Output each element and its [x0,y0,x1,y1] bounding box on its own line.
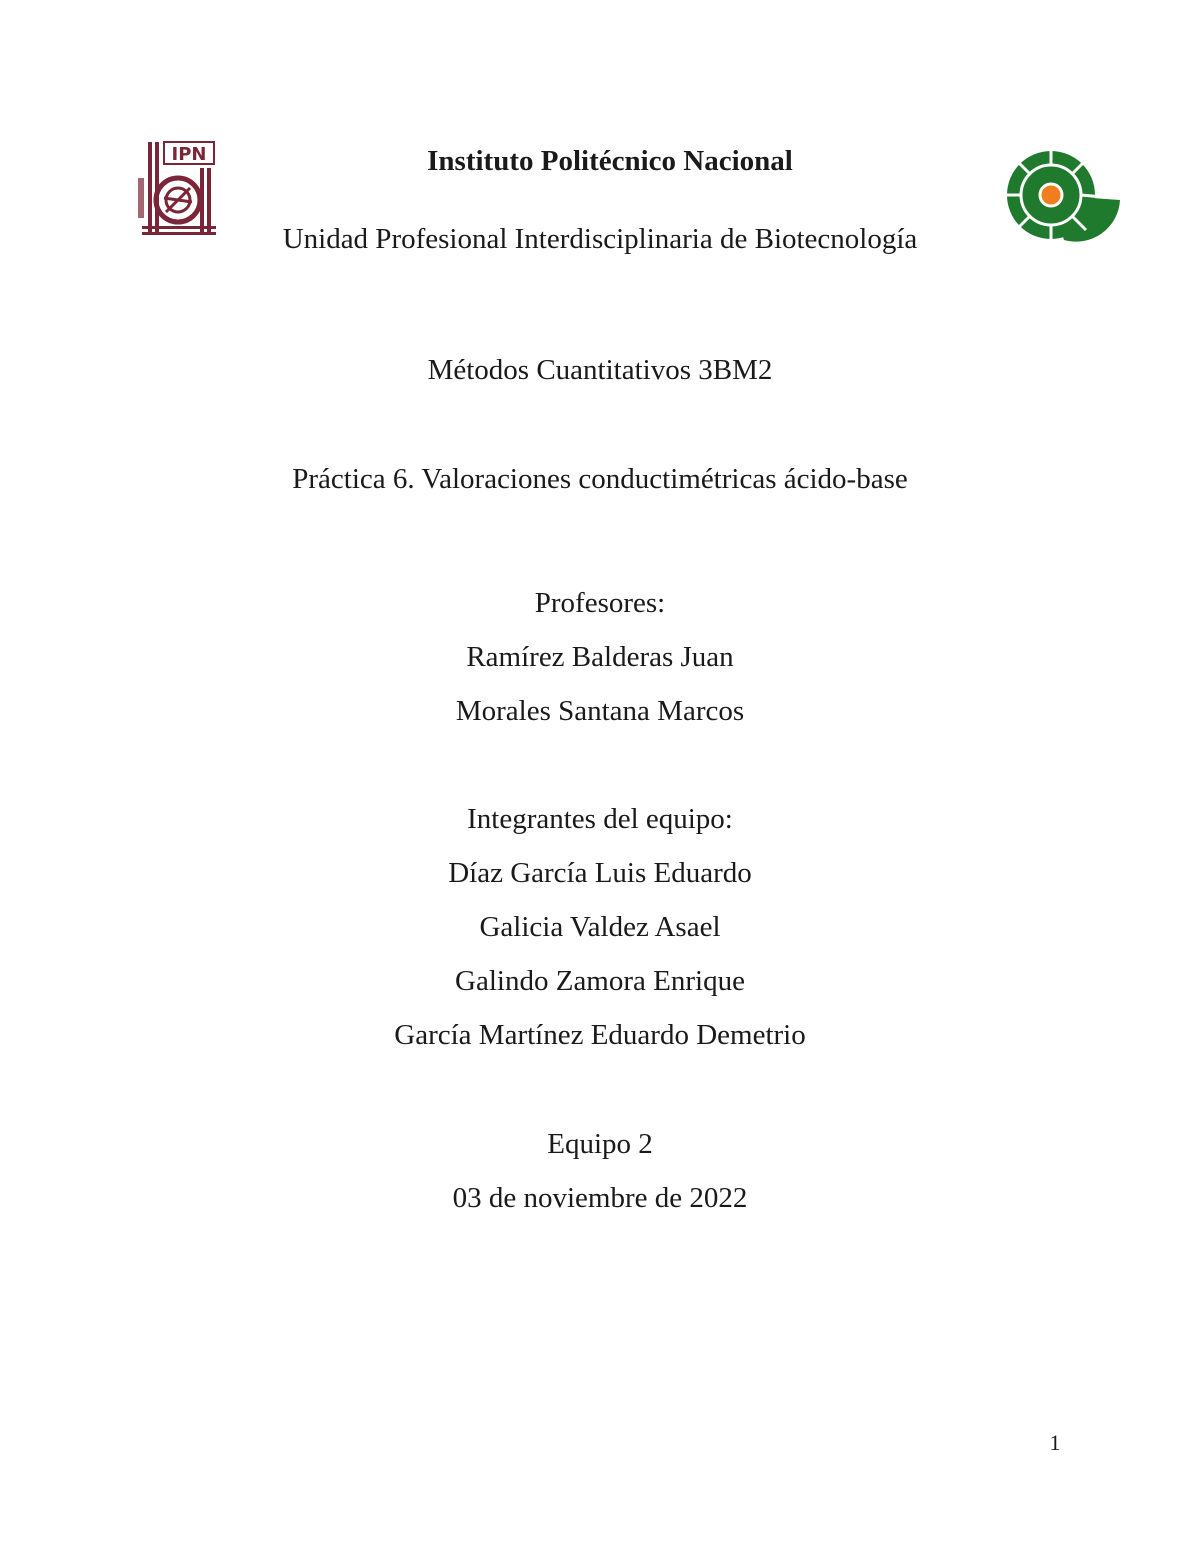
team-member: Galicia Valdez Asael [479,911,721,943]
team-member: Galindo Zamora Enrique [455,965,745,997]
team-member: Díaz García Luis Eduardo [448,857,752,889]
institution-title: Instituto Politécnico Nacional [427,145,793,177]
team-member: García Martínez Eduardo Demetrio [394,1019,806,1051]
professors-label: Profesores: [534,587,666,619]
team-number: Equipo 2 [547,1128,653,1160]
course-name: Métodos Cuantitativos 3BM2 [427,354,773,386]
team-label: Integrantes del equipo: [467,803,733,835]
unit-name: Unidad Profesional Interdisciplinaria de Biotecnología [282,223,918,255]
svg-text:IPN: IPN [171,144,207,165]
document-date: 03 de noviembre de 2022 [452,1182,748,1214]
professor-name: Morales Santana Marcos [455,695,745,727]
professor-name: Ramírez Balderas Juan [466,641,734,673]
page-number: 1 [1049,1430,1061,1455]
practice-title: Práctica 6. Valoraciones conductimétricas ácido-base [292,463,908,495]
